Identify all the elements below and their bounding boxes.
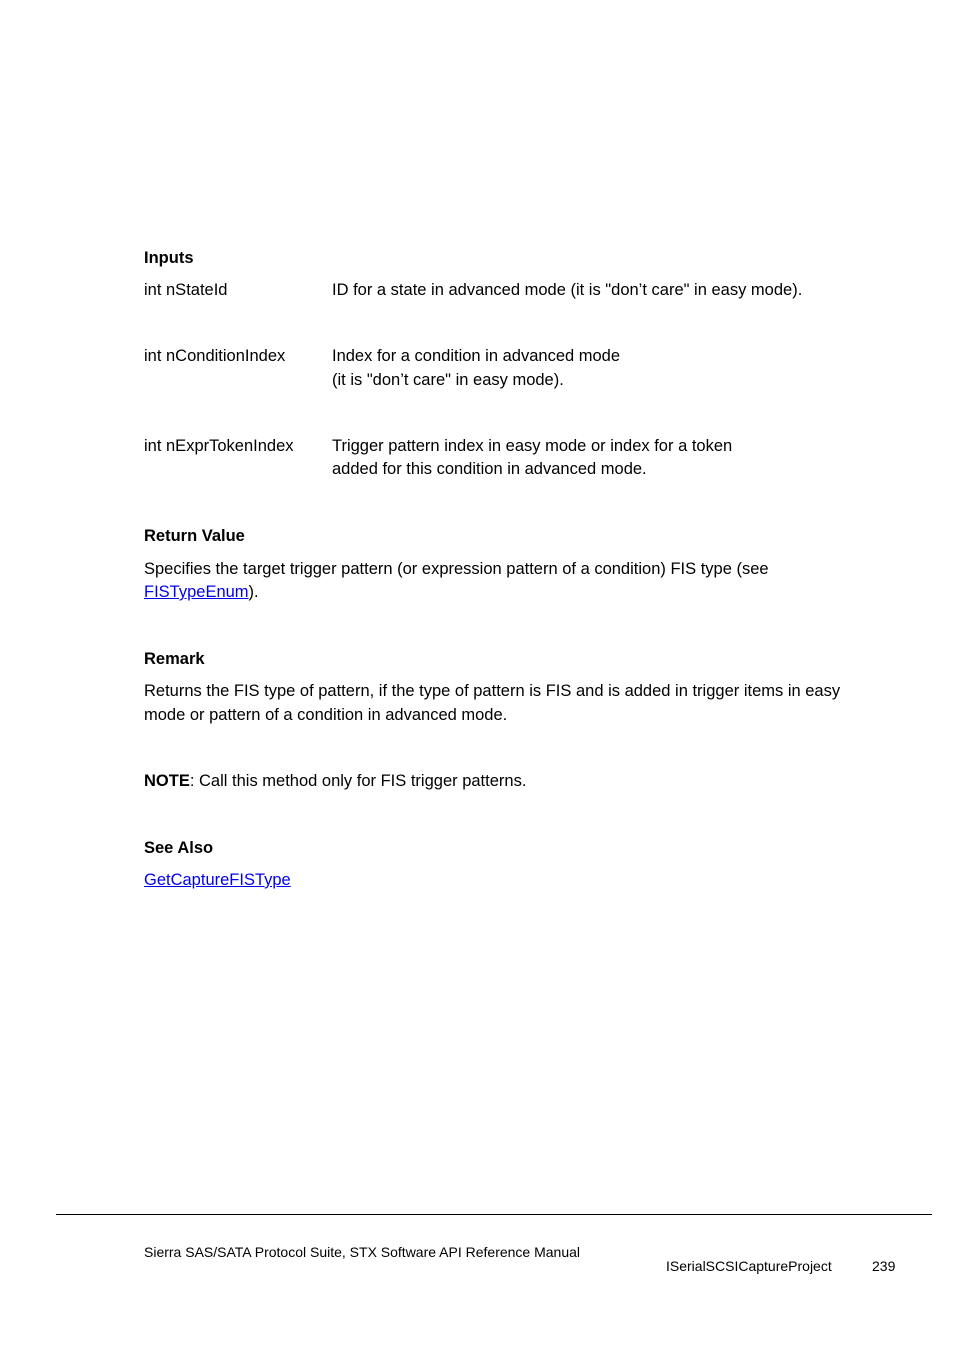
- footer-page-number: 239: [872, 1258, 896, 1274]
- fistypeenum-link[interactable]: FISTypeEnum: [144, 583, 249, 601]
- inputs-heading: Inputs: [144, 249, 194, 267]
- param-desc-expr-token-index-line2: added for this condition in advanced mode.: [332, 460, 647, 478]
- footer-section-name: ISerialSCSICaptureProject: [666, 1258, 832, 1274]
- param-desc-expr-token-index-line1: Trigger pattern index in easy mode or index for a token: [332, 437, 733, 455]
- return-value-link-line: [144, 581, 259, 605]
- param-name-state-id: int nStateId: [144, 281, 228, 299]
- return-value-text: Specifies the target trigger pattern (or expression pattern of a condition) FIS type (see: [144, 560, 769, 578]
- param-desc-condition-index-line1: Index for a condition in advanced mode: [332, 347, 621, 365]
- param-desc-condition-index-line2: (it is "don’t care" in easy mode).: [332, 371, 564, 389]
- note-text: : Call this method only for FIS trigger patterns.: [189, 772, 527, 790]
- param-name-expr-token-index: int nExprTokenIndex: [144, 437, 294, 455]
- return-value-heading: Return Value: [144, 527, 245, 545]
- note-label: NOTE: [144, 772, 190, 790]
- see-also-line: [144, 869, 291, 893]
- note-paragraph: [144, 770, 526, 794]
- param-desc-state-id: ID for a state in advanced mode (it is "don’t care" in easy mode).: [332, 281, 803, 299]
- see-also-heading: See Also: [144, 839, 214, 857]
- footer-manual-title: Sierra SAS/SATA Protocol Suite, STX Software API Reference Manual: [144, 1244, 581, 1260]
- remark-line1: Returns the FIS type of pattern, if the type of pattern is FIS and is added in trigger items in easy: [144, 682, 841, 700]
- return-value-link-suffix: ).: [248, 583, 259, 601]
- remark-line2: mode or pattern of a condition in advanced mode.: [144, 706, 508, 724]
- footer-divider: [56, 1214, 932, 1215]
- param-name-condition-index: int nConditionIndex: [144, 347, 286, 365]
- remark-heading: Remark: [144, 650, 205, 668]
- get-capture-fis-type-link[interactable]: GetCaptureFISType: [144, 871, 291, 889]
